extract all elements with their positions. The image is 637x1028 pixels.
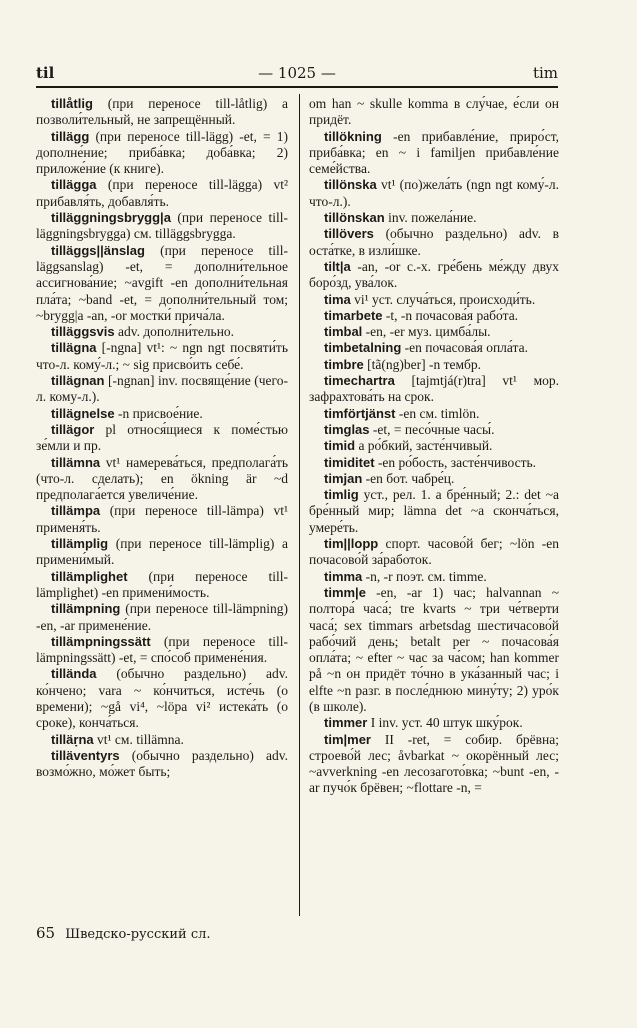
entry-definition: (при переносе till-lämplighet) -en примени́мость. <box>36 568 288 600</box>
entry-definition: (при переносе till-lämpa) vt¹ применя́ть. <box>36 503 289 535</box>
dictionary-entry <box>309 715 559 731</box>
entry-definition: vt¹ намерева́ться, предполага́ть (что-л. сделать); en ökning är ~d предполага́ется увеличе́ние. <box>36 454 289 503</box>
entry-definition: adv. дополни́тельно. <box>117 324 235 340</box>
entry-headword: timid <box>324 438 356 454</box>
entry-headword: tillämplig <box>51 536 109 552</box>
entry-headword: tima <box>324 291 351 307</box>
entry-headword: tillägor <box>51 421 95 437</box>
dictionary-entry <box>309 471 559 487</box>
entry-definition: inv. пожела́ние. <box>388 210 477 226</box>
dictionary-entry <box>36 324 288 340</box>
entry-definition: pl относя́щиеся к поме́стью зе́мли и пр. <box>36 421 288 454</box>
entry-definition: vt¹ см. tillämna. <box>97 731 184 747</box>
entry-headword: tillämplighet <box>51 568 128 584</box>
dictionary-entry <box>309 96 559 129</box>
dictionary-entry <box>36 536 288 569</box>
entry-headword: tillägga <box>51 177 97 193</box>
dictionary-entry <box>309 177 559 210</box>
dictionary-entry <box>36 666 288 731</box>
entry-headword: tillända <box>51 666 97 682</box>
dictionary-entry <box>36 748 288 781</box>
entry-headword: tilläggningsbrygg|a <box>51 210 171 226</box>
page-footer <box>36 924 211 942</box>
dictionary-entry <box>309 455 559 471</box>
entry-headword: timglas <box>324 421 370 437</box>
dictionary-entry <box>36 732 288 748</box>
dictionary-entry <box>309 308 559 324</box>
dictionary-entry <box>36 569 288 602</box>
entry-definition: om han ~ skulle komma в слу́чае, е́сли он придёт. <box>309 96 559 128</box>
entry-definition: а ро́бкий, засте́нчивый. <box>358 438 493 454</box>
entry-headword: timarbete <box>324 307 383 323</box>
entry-headword: tim||lopp <box>324 536 379 552</box>
entry-definition: -et, = песо́чные часы́. <box>372 421 495 437</box>
header-right-guide-word: tim <box>532 64 558 82</box>
entry-headword: tilläggsvis <box>51 324 115 340</box>
entry-definition: уст., рел. 1. а бре́нный; 2.: det ~a бре́нный мир; lämna det ~a сконча́ться, умере́ть. <box>309 487 559 535</box>
entry-definition: -en бот. чабре́ц. <box>365 470 455 486</box>
entry-definition: -en см. timlön. <box>398 405 480 421</box>
dictionary-entry <box>36 373 288 406</box>
entry-definition: (обычно раздельно) adv. возмо́жно, мо́жет быть; <box>36 747 289 780</box>
entry-definition: -en, -ar 1) час; halvannan ~ полтора́ часа́; tre kvarts ~ три че́тверти часа́; sex timmars arbetsdag шестичасово́й рабо́чий день; betalt per ~ почасова́я опла́та; ~ efter ~ час за ча́сом; han kommer på ~n он придёт то́чно в ука́занный час; i elfte ~n разг. в после́днюю мину́ту; 2) уро́к (в школе). <box>309 584 559 714</box>
entry-definition: -en почасова́я опла́та. <box>404 340 528 356</box>
entry-definition: [tajmtjá(r)tra] vt¹ мор. зафрахтова́ть на срок. <box>309 373 559 405</box>
entry-definition: -en прибавле́ние, приро́ст, приба́вка; en ~ i familjen прибавле́ние семе́йства. <box>309 128 559 177</box>
dictionary-entry <box>309 406 559 422</box>
entry-headword: tilt|a <box>324 258 351 274</box>
entry-definition: [-ngnan] inv. посвяще́ние (чего-л. кому-л.). <box>36 373 288 405</box>
dictionary-entry <box>309 210 559 226</box>
dictionary-entry <box>36 177 288 210</box>
entry-headword: tillåtlig <box>51 96 93 111</box>
entry-headword: timma <box>324 568 363 584</box>
entry-headword: tillägnan <box>51 373 105 389</box>
entry-headword: timbetalning <box>324 340 402 356</box>
entry-headword: timbal <box>324 324 363 340</box>
entry-headword: tillönska <box>324 177 377 193</box>
entry-headword: timmer <box>324 715 368 731</box>
dictionary-entry <box>309 536 559 569</box>
entry-headword: tilläṛna <box>51 731 94 747</box>
entry-definition: спорт. часово́й бег; ~lön -en почасово́й за́работок. <box>309 536 560 568</box>
entry-headword: tilläventyrs <box>51 747 120 763</box>
entry-definition: -t, -n почасова́я рабо́та. <box>385 307 519 323</box>
dictionary-entry <box>309 340 559 356</box>
dictionary-entry <box>309 487 559 536</box>
entry-headword: tillägna <box>51 340 97 356</box>
entry-definition: [tã(ng)ber] -n тембр. <box>367 356 481 372</box>
dictionary-entry <box>309 732 559 797</box>
header-rule <box>36 86 558 88</box>
dictionary-entry <box>36 96 288 129</box>
dictionary-entry <box>36 210 288 243</box>
entry-definition: -en ро́бость, засте́нчивость. <box>377 454 537 470</box>
entry-definition: vt¹ (по)жела́ть (ngn ngt кому́-л. что-л.). <box>309 177 560 209</box>
page-number: — 1025 — <box>258 64 336 82</box>
entry-definition: I inv. уст. 40 штук шку́рок. <box>370 715 523 731</box>
dictionary-entry <box>309 585 559 715</box>
entry-headword: timförtjänst <box>324 405 396 421</box>
entry-definition: [-ngna] vt¹: ~ ngn ngt посвяти́ть что-л. кому́-л.; ~ sig присво́ить себе́. <box>36 340 288 372</box>
entry-headword: tillämpa <box>51 503 101 519</box>
entry-headword: timjan <box>324 470 363 486</box>
entry-definition: (при переносе till-lägg) -et, = 1) дополне́ние; приба́вка; доба́вка; 2) приложе́ние (к книге). <box>36 128 289 177</box>
dictionary-entry <box>36 406 288 422</box>
entry-headword: tilläggs||änslag <box>51 242 145 258</box>
entry-headword: timiditet <box>324 454 375 470</box>
dictionary-entry <box>36 422 288 455</box>
entry-definition: (обычно раздельно) adv. в оста́тке, в изли́шке. <box>309 226 560 258</box>
dictionary-entry <box>36 455 288 504</box>
dictionary-entry <box>36 601 288 634</box>
dictionary-entry <box>309 259 559 292</box>
dictionary-entry <box>309 324 559 340</box>
book-title: Шведско-русский сл. <box>65 927 211 942</box>
dictionary-entry <box>309 129 559 178</box>
entry-definition: -n присвое́ние. <box>117 405 203 421</box>
dictionary-entry <box>36 129 288 178</box>
dictionary-entry <box>309 292 559 308</box>
entry-definition: (при переносе till-lämpning) -en, -ar примене́ние. <box>36 601 289 633</box>
entry-headword: timlig <box>324 487 359 503</box>
header-left-guide-word: til <box>36 64 55 82</box>
dictionary-entry <box>36 634 288 667</box>
dictionary-entry <box>309 357 559 373</box>
page-header <box>36 64 558 86</box>
column-divider <box>299 94 300 916</box>
entry-definition: -en, -er муз. цимба́лы. <box>365 324 491 340</box>
entry-headword: tim|mer <box>324 731 371 747</box>
dictionary-entry <box>309 373 559 406</box>
dictionary-entry <box>36 243 288 324</box>
entry-headword: tillämpningssätt <box>51 633 151 649</box>
entry-definition: (при переносе till-låtlig) а позволи́тельный, не запрещённый. <box>36 96 289 128</box>
entry-definition: (при переносе till-läggsanslag) -et, = дополни́тельное ассигнова́ние; ~avgift -en дополни́тельная пла́та; ~band -et, = дополни́тельный том; ~brygg|a -an, -or мостки́ прича́ла. <box>36 242 288 323</box>
entry-headword: tillägg <box>51 128 90 144</box>
dictionary-entry <box>309 422 559 438</box>
entry-headword: tillökning <box>324 128 382 144</box>
dictionary-entry <box>36 503 288 536</box>
entry-headword: tillämpning <box>51 601 121 617</box>
signature-number: 65 <box>36 924 56 942</box>
entry-definition: (обычно раздельно) adv. ко́нчено; vara ~ ко́нчиться, исте́чь (о времени); ~gå vi⁴, ~löpa vi² истека́ть (о сроке), конча́ться. <box>36 666 288 731</box>
entry-headword: timbre <box>324 356 364 372</box>
dictionary-entry <box>36 340 288 373</box>
dictionary-entry <box>309 226 559 259</box>
entry-definition: -an, -or с.-х. гре́бень ме́жду двух боро́зд, ува́лок. <box>309 258 560 291</box>
entry-definition: -n, -r поэт. см. timme. <box>365 568 487 584</box>
entry-definition: (при переносе till-lämpningssätt) -et, = спо́соб примене́ния. <box>36 633 288 666</box>
entry-headword: timm|e <box>324 584 366 600</box>
left-column <box>36 96 288 780</box>
dictionary-entry <box>309 569 559 585</box>
right-column <box>309 96 559 797</box>
dictionary-entry <box>309 438 559 454</box>
entry-definition: (при переносе till-läggningsbrygga) см. tilläggsbrygga. <box>36 210 288 242</box>
entry-headword: tillägnelse <box>51 405 115 421</box>
entry-definition: II -ret, = собир. брёвна; строево́й лес; åvbarkat ~ окорённый лес; ~avverkning -en лесозагото́вка; ~bunt -en, -ar пучо́к брёвен; ~flottare -n, = <box>309 731 559 796</box>
entry-definition: vi¹ уст. случа́ться, происходи́ть. <box>354 291 536 307</box>
entry-headword: timechartra <box>324 373 395 389</box>
entry-headword: tillämna <box>51 454 101 470</box>
entry-headword: tillönskan <box>324 210 385 226</box>
entry-definition: (при переносе till-lämplig) а примени́мый. <box>36 536 289 568</box>
entry-headword: tillövers <box>324 226 374 242</box>
entry-definition: (при переносе till-lägga) vt² прибавля́ть, добавля́ть. <box>36 177 289 209</box>
